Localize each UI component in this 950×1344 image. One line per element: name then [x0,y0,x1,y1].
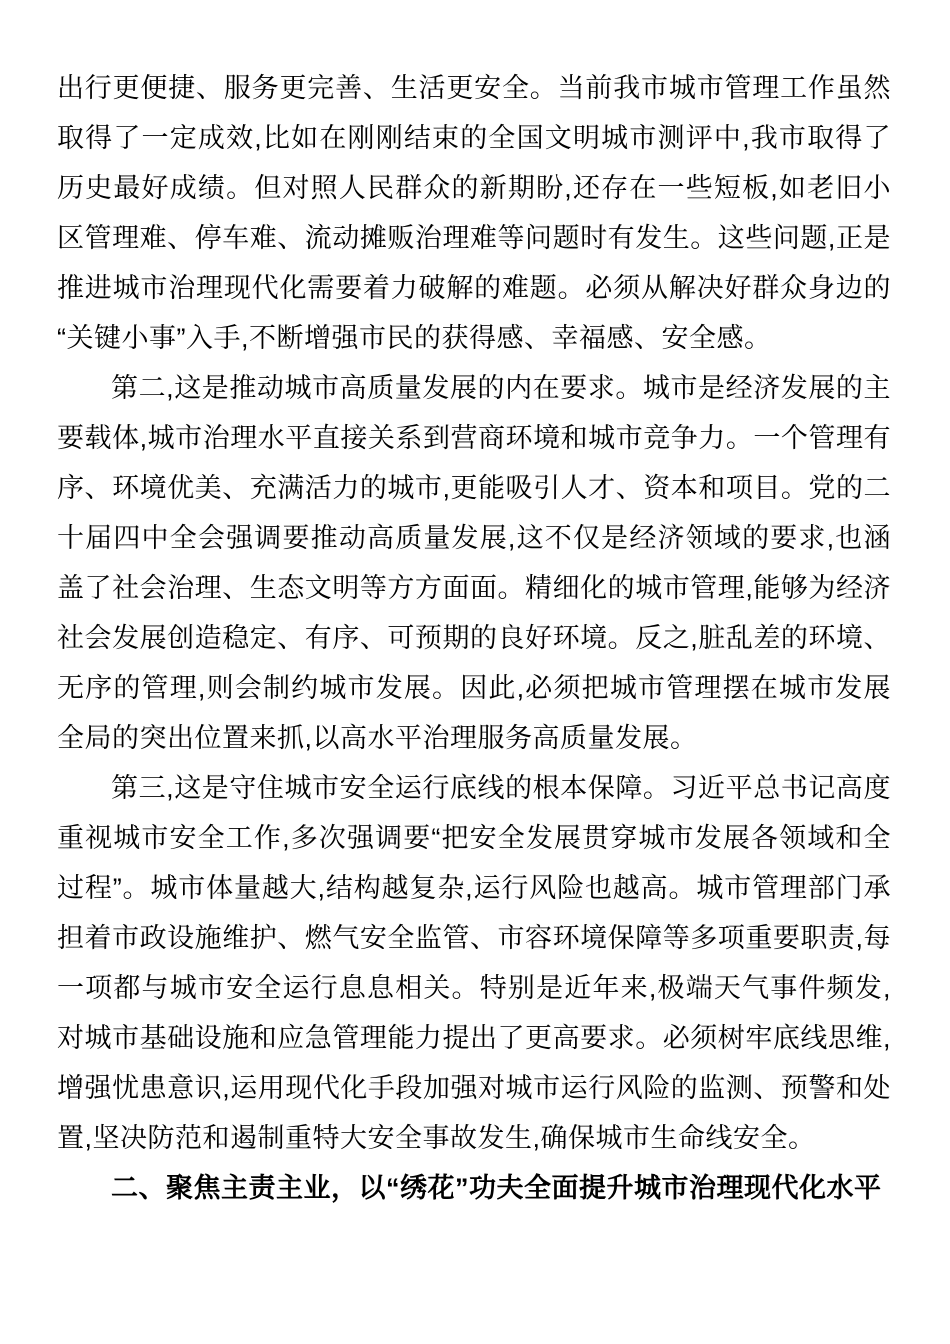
section-heading: 二、聚焦主责主业，以“绣花”功夫全面提升城市治理现代化水平 [111,1173,882,1203]
paragraph-continuation: 出行更便捷、服务更完善、生活更安全。当前我市城市管理工作虽然取得了一定成效,比如在刚刚结束的全国文明城市测评中,我市取得了历史最好成绩。但对照人民群众的新期盼,还存在一些短板,如老旧小区管理难、停车难、流动摊贩治理难等问题时有发生。这些问题,正是推进城市治理现代化需要着力破解的难题。必须从解决好群众身边的“关键小事”入手,不断增强市民的获得感、幸福感、安全感。 [57,73,891,353]
paragraph-second-point: 第二,这是推动城市高质量发展的内在要求。城市是经济发展的主要载体,城市治理水平直接关系到营商环境和城市竞争力。一个管理有序、环境优美、充满活力的城市,更能吸引人才、资本和项目。党的二十届四中全会强调要推动高质量发展,这不仅是经济领域的要求,也涵盖了社会治理、生态文明等方方面面。精细化的城市管理,能够为经济社会发展创造稳定、有序、可预期的良好环境。反之,脏乱差的环境、无序的管理,则会制约城市发展。因此,必须把城市管理摆在城市发展全局的突出位置来抓,以高水平治理服务高质量发展。 [57,373,891,753]
paragraph-third-point: 第三,这是守住城市安全运行底线的根本保障。习近平总书记高度重视城市安全工作,多次强调要“把安全发展贯穿城市发展各领域和全过程”。城市体量越大,结构越复杂,运行风险也越高。城市管理部门承担着市政设施维护、燃气安全监管、市容环境保障等多项重要职责,每一项都与城市安全运行息息相关。特别是近年来,极端天气事件频发,对城市基础设施和应急管理能力提出了更高要求。必须树牢底线思维,增强忧患意识,运用现代化手段加强对城市运行风险的监测、预警和处置,坚决防范和遏制重特大安全事故发生,确保城市生命线安全。 [57,773,891,1153]
